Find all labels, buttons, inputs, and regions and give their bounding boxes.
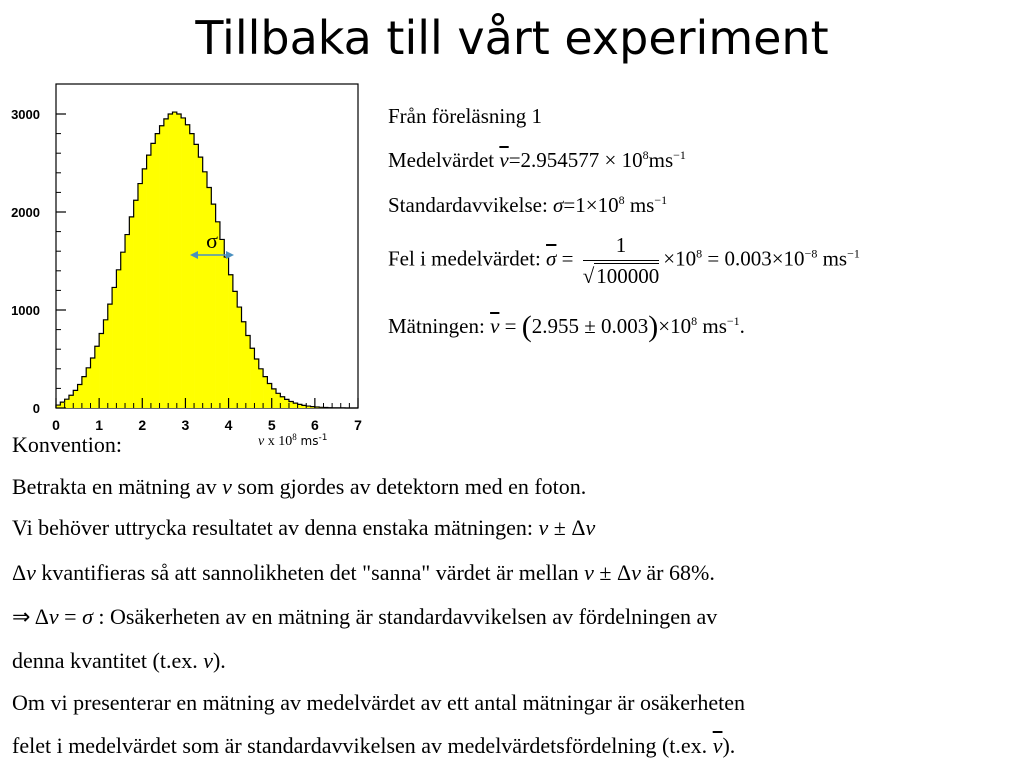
body-line-6: Om vi presenterar en mätning av medelvärdet av ett antal mätningar är osäkerheten: [12, 690, 746, 715]
histogram-bar: [116, 270, 121, 408]
x-axis-label: v x $10^8$ $ms^{-1}$: [258, 432, 328, 449]
x-tick-label: 2: [138, 417, 147, 433]
histogram-bar: [86, 368, 91, 408]
sigma-symbol: σ: [553, 193, 564, 217]
histogram-bar: [73, 390, 78, 408]
x-tick-label: 3: [181, 417, 190, 433]
histogram-bar: [65, 399, 70, 408]
histogram-bar: [229, 275, 234, 408]
histogram-bar: [121, 252, 126, 408]
x-tick-label: 0: [52, 417, 60, 433]
histogram-bar: [190, 134, 195, 408]
histogram-bar: [160, 126, 165, 408]
histogram-bar: [108, 304, 113, 408]
sigma-bar: $\overline{\sigma}$: [546, 246, 557, 271]
histogram-bar: [203, 172, 208, 408]
x-tick-label: 7: [354, 417, 362, 433]
histogram-bar: [220, 239, 225, 408]
histogram-bar: [233, 291, 238, 408]
histogram-bar: [172, 112, 177, 408]
body-line-7: felet i medelvärdet som är standardavvikelsen av medelvärdetsfördelning (t.ex. $\overline{v}$).: [12, 733, 736, 758]
y-tick-label: 3000: [11, 107, 40, 122]
histogram-bar: [103, 320, 108, 408]
sigma-label: σ: [206, 228, 218, 253]
slide-title: Tillbaka till vårt experiment: [195, 11, 829, 65]
histogram-bar: [151, 143, 156, 408]
konvention-heading: Konvention:: [12, 432, 122, 457]
histogram-bar: [224, 257, 229, 408]
histogram-bar: [198, 157, 203, 408]
histogram-bar: [138, 184, 143, 408]
fraction: $\frac{1}{√100000}$: [582, 233, 660, 288]
histogram-bar: [82, 377, 87, 408]
histogram-bar: [185, 125, 190, 408]
eq-fel-i-medelvardet: Fel i medelvärdet: $\overline{\sigma}$ = $\frac{1}{√100000}$ $\times 10^8 = 0.003\times 10^{-8}$ $ms^{-1}$: [388, 233, 860, 288]
histogram-bar: [99, 334, 104, 408]
x-tick-label: 5: [267, 417, 276, 433]
histogram-bar: [112, 287, 117, 408]
histogram-bar: [134, 200, 139, 408]
histogram-bar: [177, 114, 182, 408]
histogram-bar: [142, 169, 147, 408]
eq-standardavvikelse: Standardavvikelse: $\sigma=1\times 10^8$ $ms^{-1}$: [388, 193, 668, 217]
v-bar: $\overline{v}$: [490, 314, 500, 338]
histogram-bar: [181, 118, 186, 408]
histogram-bar: [129, 217, 134, 408]
y-tick-label: 2000: [11, 205, 40, 220]
body-line-5: denna kvantitet (t.ex. v).: [12, 648, 226, 673]
x-tick-label: 1: [95, 417, 104, 433]
v-bar: $\overline{v}$: [499, 148, 509, 172]
eq-matningen: Mätningen: $\overline{v} = (2.955 \pm 0.003)\times 10^8$ $ms^{-1}$.: [388, 310, 745, 343]
y-tick-label: 1000: [11, 303, 40, 318]
eq-medelvardet: Medelvärdet $\overline{v}=2.954577 \times 10^8ms^{-1}$: [388, 148, 686, 172]
eq-fran: Från föreläsning 1: [388, 104, 542, 128]
body-line-4: ⇒ Δv = σ : Osäkerheten av en mätning är standardavvikelsen av fördelningen av: [12, 604, 718, 629]
histogram-bar: [168, 114, 173, 408]
histogram-bar: [194, 144, 199, 408]
histogram-bar: [207, 188, 212, 409]
x-tick-label: 6: [310, 417, 319, 433]
y-tick-label: 0: [32, 401, 40, 416]
x-tick-label: 4: [224, 417, 233, 433]
histogram-bar: [147, 155, 152, 408]
histogram-chart: [0, 76, 380, 456]
body-line-3: Δv kvantifieras så att sannolikheten det "sanna" värdet är mellan v ± Δv är 68%.: [12, 560, 715, 585]
body-line-1: Betrakta en mätning av v som gjordes av detektorn med en foton.: [12, 474, 587, 499]
body-line-2: Vi behöver uttrycka resultatet av denna enstaka mätningen: v ± Δv: [12, 515, 596, 540]
histogram-bar: [125, 235, 130, 408]
histogram-bar: [91, 358, 96, 408]
histogram-bar: [155, 134, 160, 408]
histogram-bar: [164, 119, 169, 408]
